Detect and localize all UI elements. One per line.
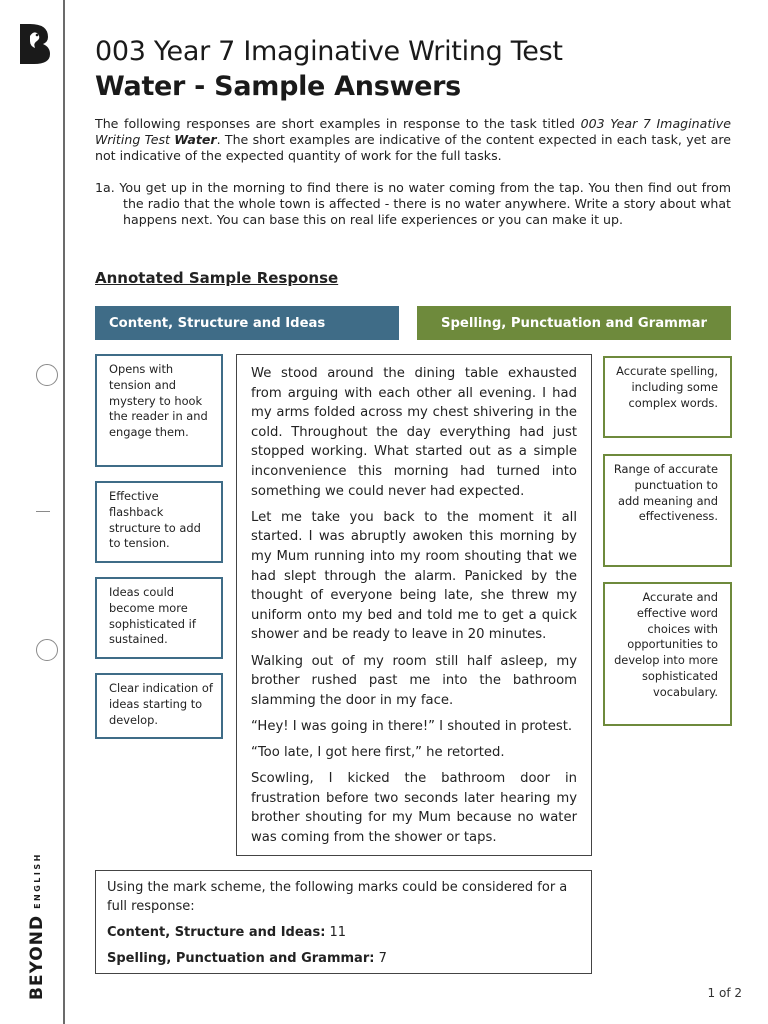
margin-line — [63, 0, 65, 1024]
intro-paragraph — [95, 116, 731, 164]
marks-content-line — [107, 923, 580, 942]
beyond-logo-icon — [16, 22, 52, 64]
story-paragraph: “Hey! I was going in there!” I shouted in protest. — [251, 718, 573, 734]
spelling-punctuation-header: Spelling, Punctuation and Grammar — [417, 306, 731, 340]
story-paragraph: Let me take you back to the moment it all started. I was abruptly awoken this morning by my Mum running into my room shouting that we had slept through the alarm. Panicked by the thought of everyone being late, she threw my uniform onto my bed and told me to get a quick shower and be ready to leave in 20 minutes. — [251, 509, 577, 643]
marks-content-value: 11 — [325, 925, 347, 940]
left-annotation-2: Effective flashback structure to add to tension. — [95, 481, 223, 563]
intro-part2: . The short examples are indicative of the content expected in each task, yet are not indicative of the expected quantity of work for the full tasks. — [95, 132, 731, 163]
task-prompt — [95, 180, 731, 228]
marks-content-label: Content, Structure and Ideas: — [107, 925, 326, 940]
task-text: You get up in the morning to find there is no water coming from the tap. You then find out from the radio that the whole town is affected - there is no water anywhere. Write a story about what happens next. You can base this on real life experiences or you can make it up. — [119, 180, 731, 227]
marks-spelling-label: Spelling, Punctuation and Grammar: — [107, 951, 375, 966]
story-paragraph: “Too late, I got here first,” he retorted. — [251, 745, 505, 761]
fold-mark — [36, 511, 50, 512]
sample-response-story — [236, 354, 592, 856]
intro-bold-italic: Water — [174, 132, 217, 147]
right-annotation-3: Accurate and effective word choices with opportunities to develop into more sophisticated vocabulary. — [603, 582, 732, 726]
marks-spelling-value: 7 — [374, 951, 387, 966]
story-paragraph: Walking out of my room still half asleep, my brother rushed past me into the bathroom slamming the door in my face. — [251, 653, 577, 708]
marks-spelling-line — [107, 949, 580, 968]
page-subtitle: Water - Sample Answers — [95, 71, 461, 102]
marks-box — [95, 870, 592, 974]
punch-hole-top — [36, 364, 58, 386]
punch-hole-bottom — [36, 639, 58, 661]
content-structure-header: Content, Structure and Ideas — [95, 306, 399, 340]
left-annotation-4: Clear indication of ideas starting to develop. — [95, 673, 223, 739]
story-paragraph: Scowling, I kicked the bathroom door in frustration before two seconds later hearing my brother shouting for my Mum because no water was coming from the shower or taps. — [251, 771, 577, 846]
left-annotation-3: Ideas could become more sophisticated if sustained. — [95, 577, 223, 659]
right-annotation-1: Accurate spelling, including some complex words. — [603, 356, 732, 438]
left-annotation-1: Opens with tension and mystery to hook the reader in and engage them. — [95, 354, 223, 467]
marks-intro: Using the mark scheme, the following marks could be considered for a full response: — [107, 880, 568, 914]
brand-sub: ENGLISH — [32, 852, 42, 909]
brand-vertical — [22, 840, 52, 1000]
right-annotation-2: Range of accurate punctuation to add meaning and effectiveness. — [603, 454, 732, 567]
page-title: 003 Year 7 Imaginative Writing Test — [95, 36, 563, 67]
intro-part1: The following responses are short examples in response to the task titled — [95, 116, 581, 131]
task-label: 1a. — [95, 180, 115, 195]
annotated-heading: Annotated Sample Response — [95, 269, 339, 287]
page-number: 1 of 2 — [707, 986, 742, 1000]
brand-main: BEYOND — [27, 914, 47, 1000]
story-paragraph: We stood around the dining table exhausted from arguing with each other all evening. I had my arms folded across my chest shivering in the cold. Throughout the day everything had just stopped working. What started out as a simple inconvenience this morning had turned into something we could never had expected. — [251, 366, 577, 499]
intro-italic: 003 Year 7 Imaginative Writing Test — [95, 116, 731, 147]
